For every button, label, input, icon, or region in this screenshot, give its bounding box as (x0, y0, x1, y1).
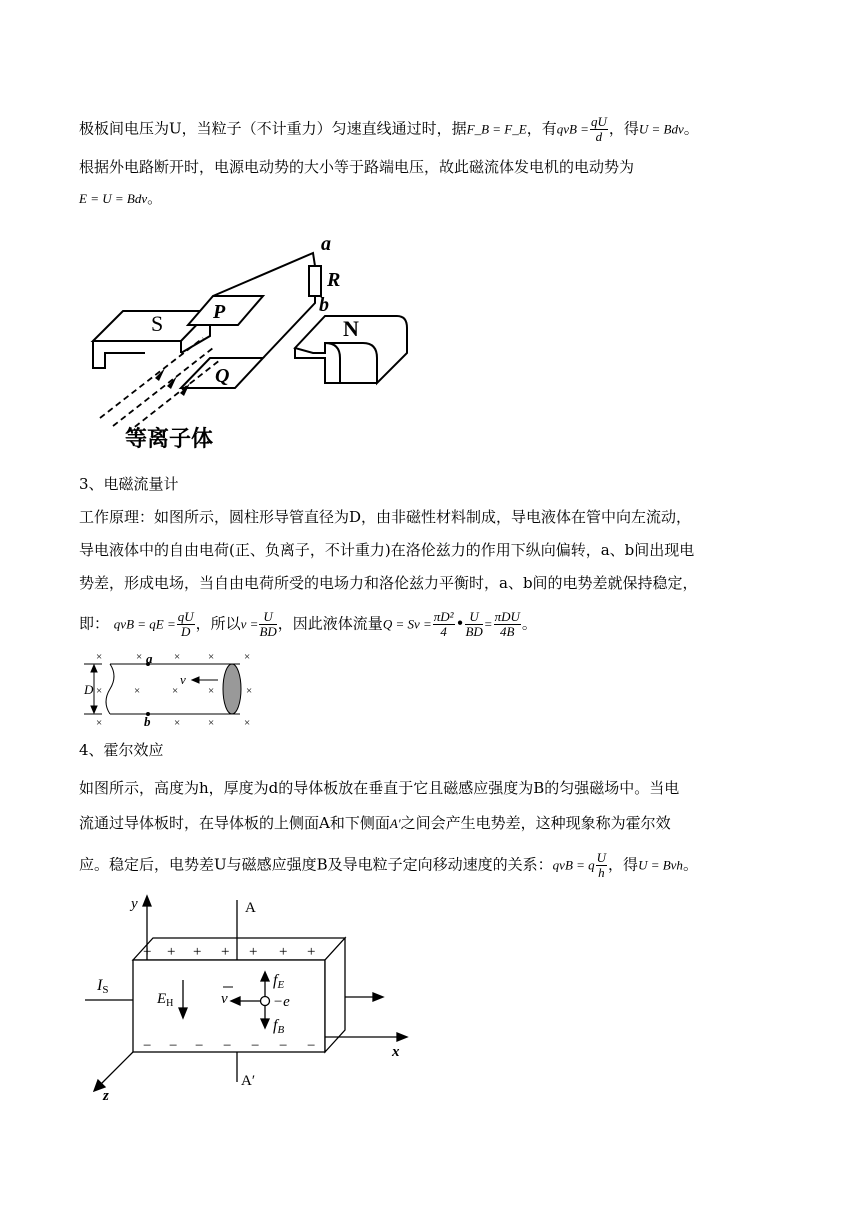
label-v: v (221, 991, 228, 1007)
fraction-denominator: h (598, 865, 605, 880)
text-segment: 即： (79, 614, 110, 633)
text-line-3 (79, 188, 162, 209)
label-b: b (144, 714, 151, 729)
fraction-denominator: 4B (499, 624, 515, 639)
section-heading-flowmeter: 3、电磁流量计 (79, 475, 179, 493)
mhd-generator-figure (85, 228, 425, 450)
text-line-1 (79, 115, 699, 144)
multiply-dot: • (455, 614, 465, 633)
svg-text:×: × (246, 685, 253, 697)
label-v: v (180, 672, 186, 687)
formula-fb-fe: F_B = F_E (466, 121, 527, 137)
svg-text:−: − (223, 1038, 232, 1054)
text-line: 工作原理：如图所示，圆柱形导管直径为D，由非磁性材料制成，导电液体在管中向左流动， (79, 508, 692, 526)
formula-a-prime: A' (389, 816, 401, 831)
p-plate (188, 296, 263, 325)
label-is (96, 977, 108, 996)
resistor-r (309, 266, 321, 296)
text-segment: 极板间电压为U，当粒子（不计重力）匀速直线通过时，据 (79, 119, 467, 138)
fraction-numerator: qU (177, 609, 194, 624)
text-line: 势差，形成电场，当自由电荷所受的电场力和洛伦兹力平衡时，a、b间的电势差就保持稳定， (79, 574, 698, 592)
fraction (494, 610, 521, 639)
svg-text:×: × (96, 651, 103, 663)
wire-top (213, 253, 315, 296)
fraction-denominator: BD (465, 624, 483, 639)
formula-segment: v = (240, 616, 259, 632)
fraction (596, 851, 607, 880)
text-line (79, 813, 671, 834)
section-heading-hall-effect: 4、霍尔效应 (79, 741, 164, 759)
text-segment: ，得 (608, 119, 639, 138)
label-a-prime: A′ (241, 1073, 256, 1089)
formula-segment: qvB = qE = (113, 616, 176, 632)
label-minus-e: −e (273, 994, 290, 1010)
label-is-main: I (97, 977, 103, 994)
fraction-denominator: BD (259, 624, 277, 639)
fraction (259, 610, 276, 639)
svg-text:×: × (96, 717, 103, 729)
label-fe-sub: E (277, 979, 285, 991)
fraction-numerator: πDU (494, 609, 520, 624)
svg-text:+: + (221, 944, 230, 960)
svg-text:−: − (307, 1038, 316, 1054)
svg-text:×: × (208, 651, 215, 663)
figure-caption-plasma: 等离子体 (125, 426, 214, 450)
fraction-denominator: D (181, 624, 191, 639)
formula-segment: U = Bvh (638, 857, 683, 873)
fraction-numerator: πD² (433, 609, 454, 624)
text-segment: 。 (521, 614, 537, 633)
text-line: 导电液体中的自由电荷(正、负离子，不计重力)在洛伦兹力的作用下纵向偏转，a、b间出现电 (79, 541, 695, 559)
label-a: a (321, 233, 331, 255)
label-r: R (327, 269, 341, 291)
fraction-numerator: qU (590, 114, 607, 129)
formula-e: E = U = Bdv (79, 191, 148, 206)
svg-text:+: + (307, 944, 316, 960)
label-x: x (392, 1044, 400, 1060)
label-q: Q (215, 365, 230, 387)
formula-segment: qvB = q (552, 857, 595, 873)
label-b: b (319, 294, 329, 316)
formula-u-bdv: U = Bdv (638, 121, 684, 137)
svg-text:×: × (134, 685, 141, 697)
label-eh-sub: H (166, 998, 174, 1009)
s-magnet-face (93, 341, 145, 368)
svg-text:×: × (174, 651, 181, 663)
fraction-numerator: U (596, 850, 607, 865)
formula-segment: = (483, 616, 493, 632)
text-segment: ，有 (526, 119, 557, 138)
label-fb-main: f (273, 1017, 278, 1034)
electron (261, 997, 270, 1006)
text-segment: ，得 (608, 855, 639, 874)
formula-qvb: qvB = (556, 121, 589, 137)
svg-text:+: + (193, 944, 202, 960)
svg-text:+: + (249, 944, 258, 960)
label-n: N (343, 316, 359, 341)
fraction-numerator: U (259, 610, 276, 625)
flowmeter-figure (80, 650, 270, 730)
label-a: a (146, 651, 153, 666)
fraction (177, 610, 195, 639)
svg-text:×: × (96, 685, 103, 697)
formula-segment: Q = Sv = (382, 616, 432, 632)
fraction-qu-d (590, 115, 608, 144)
text-segment: 流通过导体板时，在导体板的上侧面A和下侧面 (79, 814, 390, 832)
text-segment: 。 (682, 855, 698, 874)
svg-text:×: × (136, 651, 143, 663)
svg-text:−: − (143, 1038, 152, 1054)
text-segment: 之间会产生电势差，这种现象称为霍尔效 (400, 814, 671, 832)
pipe-left-edge (106, 664, 114, 714)
svg-text:+: + (279, 944, 288, 960)
label-z: z (103, 1088, 109, 1104)
z-axis (99, 1052, 133, 1086)
label-eh-main: E (157, 991, 167, 1007)
text-segment: 。 (147, 189, 163, 207)
label-fb-sub: B (277, 1024, 285, 1036)
text-line-formula (79, 610, 537, 639)
label-is-sub: S (102, 984, 109, 996)
fraction (465, 610, 482, 639)
label-s: S (151, 311, 164, 336)
label-d: D (84, 682, 94, 697)
svg-text:×: × (174, 717, 181, 729)
label-p: P (213, 301, 226, 323)
label-a: A (245, 900, 256, 916)
text-line: 如图所示，高度为h，厚度为d的导体板放在垂直于它且磁感应强度为B的匀强磁场中。当电 (79, 779, 680, 797)
svg-text:−: − (169, 1038, 178, 1054)
svg-text:×: × (244, 717, 251, 729)
fraction (433, 610, 455, 639)
label-y: y (131, 896, 138, 912)
text-segment: 。 (683, 119, 699, 138)
label-fe-main: f (273, 972, 278, 989)
svg-text:×: × (244, 651, 251, 663)
text-line-2: 根据外电路断开时，电源电动势的大小等于路端电压，故此磁流体发电机的电动势为 (79, 158, 635, 176)
text-line-formula (79, 851, 698, 880)
svg-text:+: + (167, 944, 176, 960)
text-segment: ，因此液体流量 (277, 614, 383, 633)
svg-text:×: × (208, 717, 215, 729)
svg-text:+: + (143, 944, 152, 960)
fraction-denominator: 4 (440, 624, 447, 639)
fraction-denominator: d (595, 129, 603, 144)
text-segment: ，所以 (195, 614, 241, 633)
fraction-numerator: U (465, 610, 482, 625)
svg-text:−: − (195, 1038, 204, 1054)
svg-text:−: − (279, 1038, 288, 1054)
pipe-end-face (223, 664, 241, 714)
svg-text:×: × (208, 685, 215, 697)
text-segment: 应。稳定后，电势差U与磁感应强度B及导电粒子定向移动速度的关系： (79, 855, 553, 874)
svg-text:×: × (172, 685, 179, 697)
svg-text:−: − (251, 1038, 260, 1054)
hall-effect-figure (85, 890, 415, 1105)
